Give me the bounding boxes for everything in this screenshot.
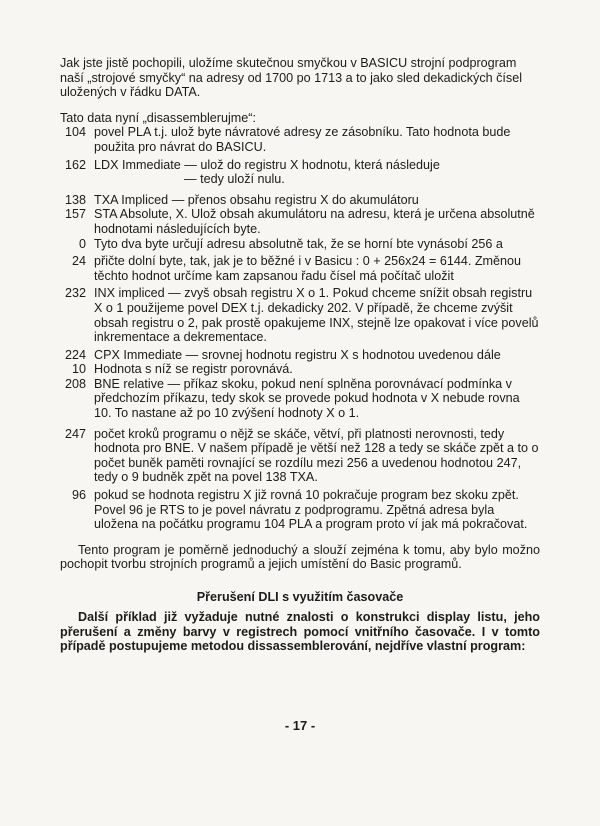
list-item	[60, 488, 540, 532]
byte-value: 24	[71, 254, 86, 269]
byte-description: počet kroků programu o nějž se skáče, větví, při platnosti nerovnosti, tedy hodnota pro BNE. V našem případě je větší než 128 a tedy se skáče zpět a to o počet buněk paměti rovnající se rozdílu mezi 256 a uvedenou hodnotou 247, tedy o 9 budněk zpět na povel 138 TXA.	[94, 426, 539, 485]
byte-value: 10	[71, 362, 86, 377]
list-item	[60, 427, 540, 485]
byte-description: pokud se hodnota registru X již rovná 10 pokračuje program bez skoku zpět. Povel 96 je RTS to je povel návratu z podprogramu. Zpětná adresa byla uložena na počátku programu 104 PLA a program proto ví jak má pokračovat.	[94, 488, 528, 532]
closing-paragraph: Tento program je poměrně jednoduchý a slouží zejména k tomu, aby bylo možno pochopit tvorbu strojních programů a jejich umístění do Basic programů.	[60, 542, 540, 572]
byte-value: 0	[78, 236, 86, 251]
byte-description: TXA Impliced — přenos obsahu registru X do akumulátoru	[94, 192, 419, 207]
byte-description: INX impliced — zvyš obsah registru X o 1. Pokud chceme snížit obsah registru X o 1 použijeme povel DEX t.j. dekadicky 202. V případě, že chceme zvýšit obsah registru o 2, pak prostě opakujeme INX, stejně lze opakovat i více povelů inkrementace a dekrementace.	[94, 286, 539, 345]
byte-value: 232	[64, 286, 86, 301]
byte-value: 157	[64, 207, 86, 222]
list-item	[60, 158, 540, 187]
byte-description	[94, 158, 540, 187]
byte-description: přičte dolní byte, tak, jak je to běžné i v Basicu : 0 + 256x24 = 6144. Změnou těchto hodnot určíme kam zapsanou řadu čísel má počítač uložit	[94, 254, 522, 283]
list-item	[60, 193, 540, 208]
byte-value: 104	[64, 125, 86, 140]
byte-value: 138	[64, 192, 86, 207]
list-item	[60, 125, 540, 154]
byte-value: 224	[64, 347, 86, 362]
list-item	[60, 348, 540, 363]
byte-description-main: LDX Immediate — ulož do registru X hodnotu, která následuje	[94, 157, 440, 172]
byte-description: BNE relative — příkaz skoku, pokud není splněna porovnávací podmínka v předchozím příkazu, tedy skok se provede pokud hodnota v X nebude rovna 10. To nastane až po 10 zvýšení hodnoty X o 1.	[94, 376, 520, 421]
byte-value: 247	[64, 426, 86, 441]
page-content	[60, 56, 540, 654]
list-item	[60, 207, 540, 236]
byte-description-extra: — tedy uloží nulu.	[184, 172, 285, 187]
byte-description: CPX Immediate — srovnej hodnotu registru X s hodnotou uvedenou dále	[94, 347, 501, 362]
list-item	[60, 237, 540, 252]
section-paragraph: Další příklad již vyžaduje nutné znalosti o konstrukci display listu, jeho přerušení a změny barvy v registrech pomocí vnitřního časovače. I v tomto případě postupujeme metodou dissassemblerování, nejdříve vlastní program:	[60, 610, 540, 654]
page-number: - 17 -	[284, 718, 316, 733]
byte-value: 208	[64, 376, 86, 391]
intro-paragraph: Jak jste jistě pochopili, uložíme skutečnou smyčkou v BASICU strojní podprogram naší „strojové smyčky“ na adresy od 1700 po 1713 a to jako sled dekadických čísel uložených v řádku DATA.	[60, 56, 523, 100]
list-item	[60, 254, 540, 283]
byte-description: Hodnota s níž se registr porovnává.	[94, 362, 293, 377]
disassembly-list	[60, 125, 540, 531]
section-heading: Přerušení DLI s využitím časovače	[196, 590, 404, 604]
byte-description: povel PLA t.j. ulož byte návratové adresy ze zásobníku. Tato hodnota bude použita pro návrat do BASICU.	[94, 125, 511, 154]
list-item	[60, 362, 540, 377]
byte-value: 162	[64, 157, 86, 172]
lead-line: Tato data nyní „disassemblerujme“:	[60, 110, 256, 125]
byte-description: STA Absolute, X. Ulož obsah akumulátoru na adresu, která je určena absolutně hodnotami následujících byte.	[94, 207, 535, 236]
byte-description: Tyto dva byte určují adresu absolutně tak, že se horní bte vynásobí 256 a	[94, 236, 503, 251]
list-item	[60, 286, 540, 344]
list-item	[60, 377, 540, 421]
byte-value: 96	[71, 488, 86, 503]
